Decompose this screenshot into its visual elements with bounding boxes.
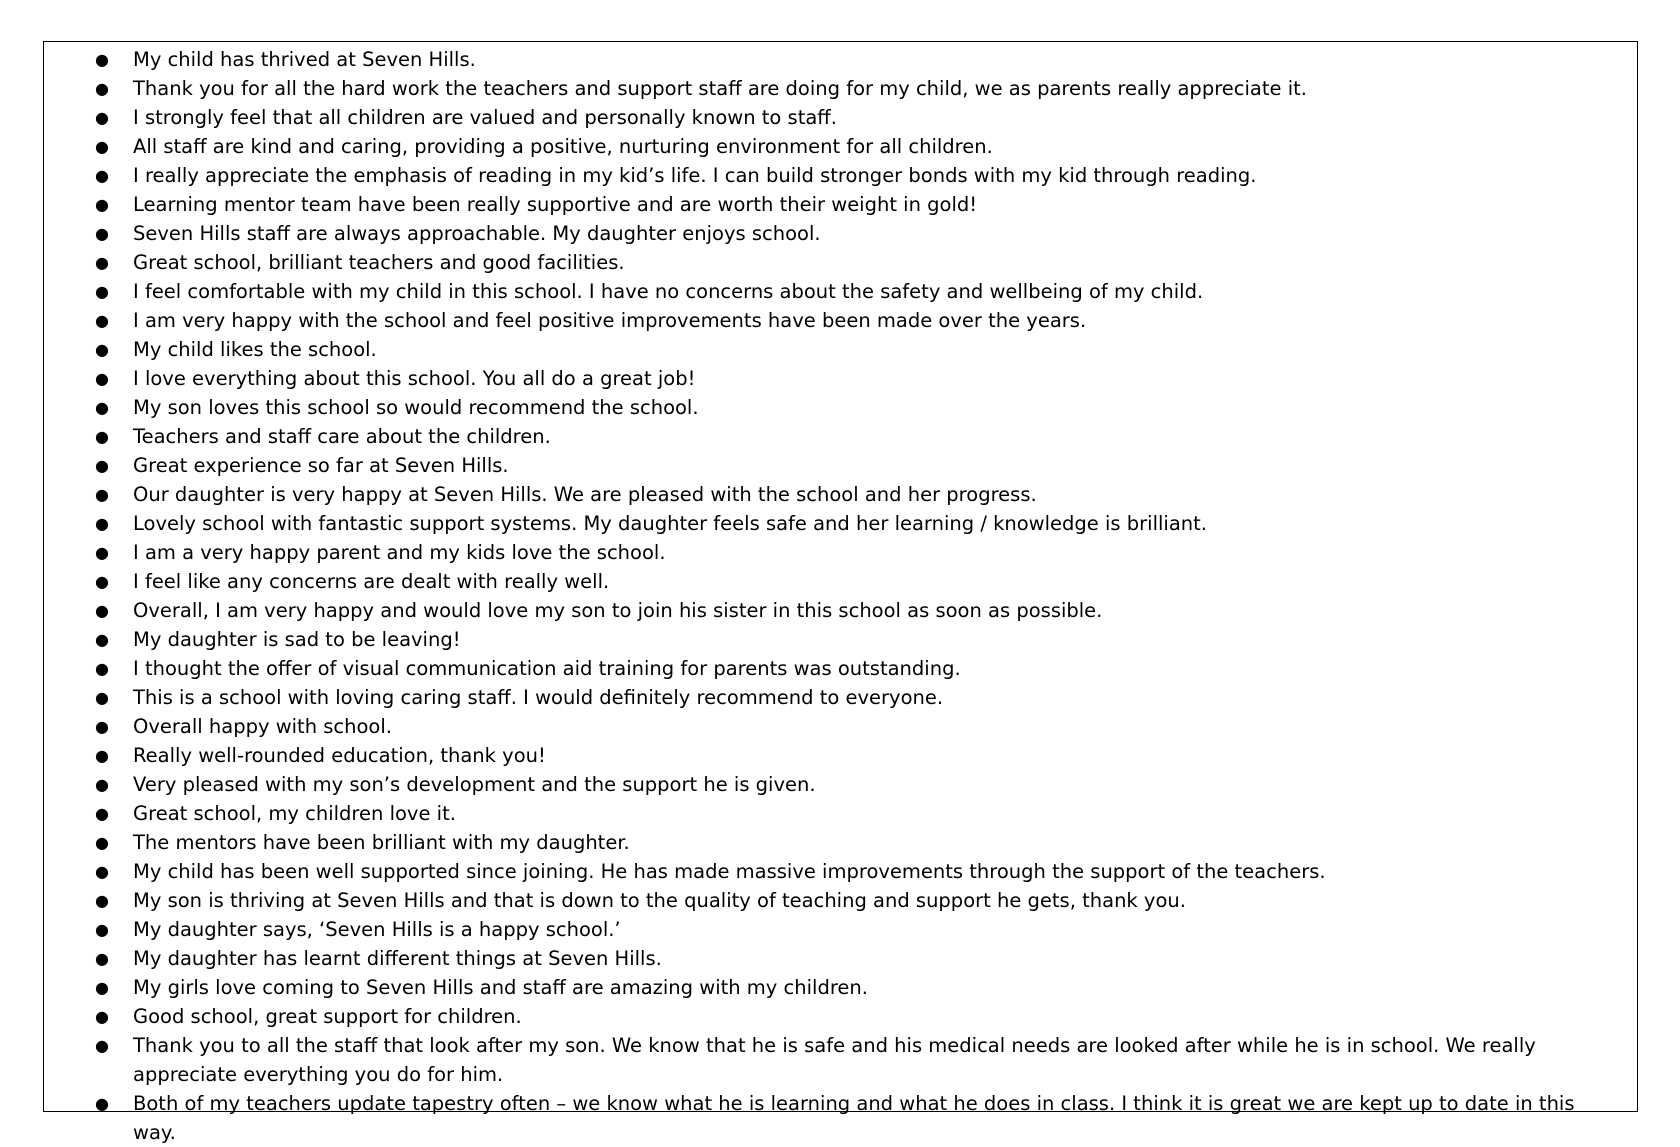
list-item	[44, 1089, 1637, 1147]
comment-text: I really appreciate the emphasis of reading in my kid’s life. I can build stronger bonds with my kid through reading.	[133, 164, 1257, 187]
bullet-icon: ●	[95, 456, 109, 475]
list-item	[44, 1031, 1637, 1089]
comment-text: My son is thriving at Seven Hills and that is down to the quality of teaching and support he gets, thank you.	[133, 889, 1186, 912]
list-item	[44, 596, 1637, 625]
bullet-icon: ●	[95, 224, 109, 243]
bullet-icon: ●	[95, 282, 109, 301]
comments-box	[43, 41, 1638, 1144]
comment-text: Seven Hills staff are always approachable. My daughter enjoys school.	[133, 222, 821, 245]
list-item	[44, 74, 1637, 103]
comment-text: Great school, brilliant teachers and good facilities.	[133, 251, 625, 274]
comment-text: Very pleased with my son’s development and the support he is given.	[133, 773, 816, 796]
bullet-icon: ●	[95, 630, 109, 649]
comment-text: I am very happy with the school and feel positive improvements have been made over the years.	[133, 309, 1087, 332]
bullet-icon: ●	[95, 601, 109, 620]
bullet-icon: ●	[95, 514, 109, 533]
bullet-icon: ●	[95, 804, 109, 823]
list-item	[44, 625, 1637, 654]
bullet-icon: ●	[95, 775, 109, 794]
list-item	[44, 712, 1637, 741]
bullet-icon: ●	[95, 1036, 109, 1055]
list-item	[44, 364, 1637, 393]
bullet-icon: ●	[95, 253, 109, 272]
list-item	[44, 683, 1637, 712]
bullet-icon: ●	[95, 833, 109, 852]
bullet-icon: ●	[95, 746, 109, 765]
bullet-icon: ●	[95, 949, 109, 968]
comment-text: Great experience so far at Seven Hills.	[133, 454, 509, 477]
comment-text: My child likes the school.	[133, 338, 377, 361]
bullet-icon: ●	[95, 166, 109, 185]
comment-text: Thank you to all the staff that look after my son. We know that he is safe and his medical needs are looked after while he is in school. We really appreciate everything you do for him.	[133, 1034, 1536, 1086]
list-item	[44, 277, 1637, 306]
comment-text: My daughter says, ‘Seven Hills is a happy school.’	[133, 918, 621, 941]
comment-text: Really well-rounded education, thank you!	[133, 744, 546, 767]
list-item	[44, 654, 1637, 683]
bullet-icon: ●	[95, 659, 109, 678]
bullet-icon: ●	[95, 572, 109, 591]
comment-text: Thank you for all the hard work the teachers and support staff are doing for my child, we as parents really appreciate it.	[133, 77, 1307, 100]
list-item	[44, 103, 1637, 132]
bullet-icon: ●	[95, 978, 109, 997]
comment-text: I strongly feel that all children are valued and personally known to staff.	[133, 106, 837, 129]
list-item	[44, 393, 1637, 422]
bullet-icon: ●	[95, 427, 109, 446]
list-item	[44, 828, 1637, 857]
bullet-icon: ●	[95, 862, 109, 881]
list-item	[44, 451, 1637, 480]
list-item	[44, 944, 1637, 973]
comment-text: My daughter is sad to be leaving!	[133, 628, 461, 651]
list-item	[44, 422, 1637, 451]
bullet-icon: ●	[95, 79, 109, 98]
bullet-icon: ●	[95, 340, 109, 359]
comment-text: Great school, my children love it.	[133, 802, 456, 825]
comment-text: Teachers and staff care about the children.	[133, 425, 551, 448]
list-item	[44, 219, 1637, 248]
bullet-icon: ●	[95, 688, 109, 707]
bullet-icon: ●	[95, 1094, 109, 1113]
bullet-icon: ●	[95, 717, 109, 736]
list-item	[44, 973, 1637, 1002]
comment-text: My son loves this school so would recommend the school.	[133, 396, 699, 419]
comment-text: Our daughter is very happy at Seven Hills. We are pleased with the school and her progress.	[133, 483, 1037, 506]
bullet-icon: ●	[95, 195, 109, 214]
list-item	[44, 741, 1637, 770]
comment-text: I feel like any concerns are dealt with really well.	[133, 570, 610, 593]
comment-text: Both of my teachers update tapestry often – we know what he is learning and what he does in class. I think it is great we are kept up to date in this way.	[133, 1092, 1575, 1144]
comment-text: I feel comfortable with my child in this school. I have no concerns about the safety and wellbeing of my child.	[133, 280, 1204, 303]
comment-text: My daughter has learnt different things at Seven Hills.	[133, 947, 662, 970]
list-item	[44, 161, 1637, 190]
bullet-icon: ●	[95, 50, 109, 69]
list-item	[44, 857, 1637, 886]
list-item	[44, 567, 1637, 596]
list-item	[44, 915, 1637, 944]
comment-text: This is a school with loving caring staff. I would definitely recommend to everyone.	[133, 686, 944, 709]
bullet-icon: ●	[95, 920, 109, 939]
list-item	[44, 886, 1637, 915]
comment-text: Lovely school with fantastic support systems. My daughter feels safe and her learning / knowledge is brilliant.	[133, 512, 1207, 535]
list-item	[44, 248, 1637, 277]
bullet-icon: ●	[95, 485, 109, 504]
list-item	[44, 335, 1637, 364]
list-item	[44, 538, 1637, 567]
list-item	[44, 480, 1637, 509]
bullet-icon: ●	[95, 311, 109, 330]
bullet-icon: ●	[95, 891, 109, 910]
comment-text: I am a very happy parent and my kids love the school.	[133, 541, 666, 564]
list-item	[44, 509, 1637, 538]
bullet-icon: ●	[95, 543, 109, 562]
comment-text: Learning mentor team have been really supportive and are worth their weight in gold!	[133, 193, 978, 216]
list-item	[44, 799, 1637, 828]
comment-text: My girls love coming to Seven Hills and staff are amazing with my children.	[133, 976, 868, 999]
bullet-icon: ●	[95, 108, 109, 127]
comment-text: Overall, I am very happy and would love my son to join his sister in this school as soon as possible.	[133, 599, 1103, 622]
list-item	[44, 1002, 1637, 1031]
comment-text: I love everything about this school. You all do a great job!	[133, 367, 696, 390]
comment-text: My child has thrived at Seven Hills.	[133, 48, 476, 71]
list-item	[44, 132, 1637, 161]
comment-text: All staff are kind and caring, providing a positive, nurturing environment for all children.	[133, 135, 993, 158]
bullet-icon: ●	[95, 137, 109, 156]
comment-text: My child has been well supported since joining. He has made massive improvements through the support of the teachers.	[133, 860, 1326, 883]
list-item	[44, 306, 1637, 335]
list-item	[44, 190, 1637, 219]
list-item	[44, 770, 1637, 799]
bullet-icon: ●	[95, 369, 109, 388]
comment-text: Overall happy with school.	[133, 715, 392, 738]
parent-comments-list	[44, 45, 1637, 1147]
list-item	[44, 45, 1637, 74]
bullet-icon: ●	[95, 398, 109, 417]
comment-text: I thought the offer of visual communication aid training for parents was outstanding.	[133, 657, 961, 680]
bullet-icon: ●	[95, 1007, 109, 1026]
comment-text: Good school, great support for children.	[133, 1005, 522, 1028]
comment-text: The mentors have been brilliant with my daughter.	[133, 831, 630, 854]
